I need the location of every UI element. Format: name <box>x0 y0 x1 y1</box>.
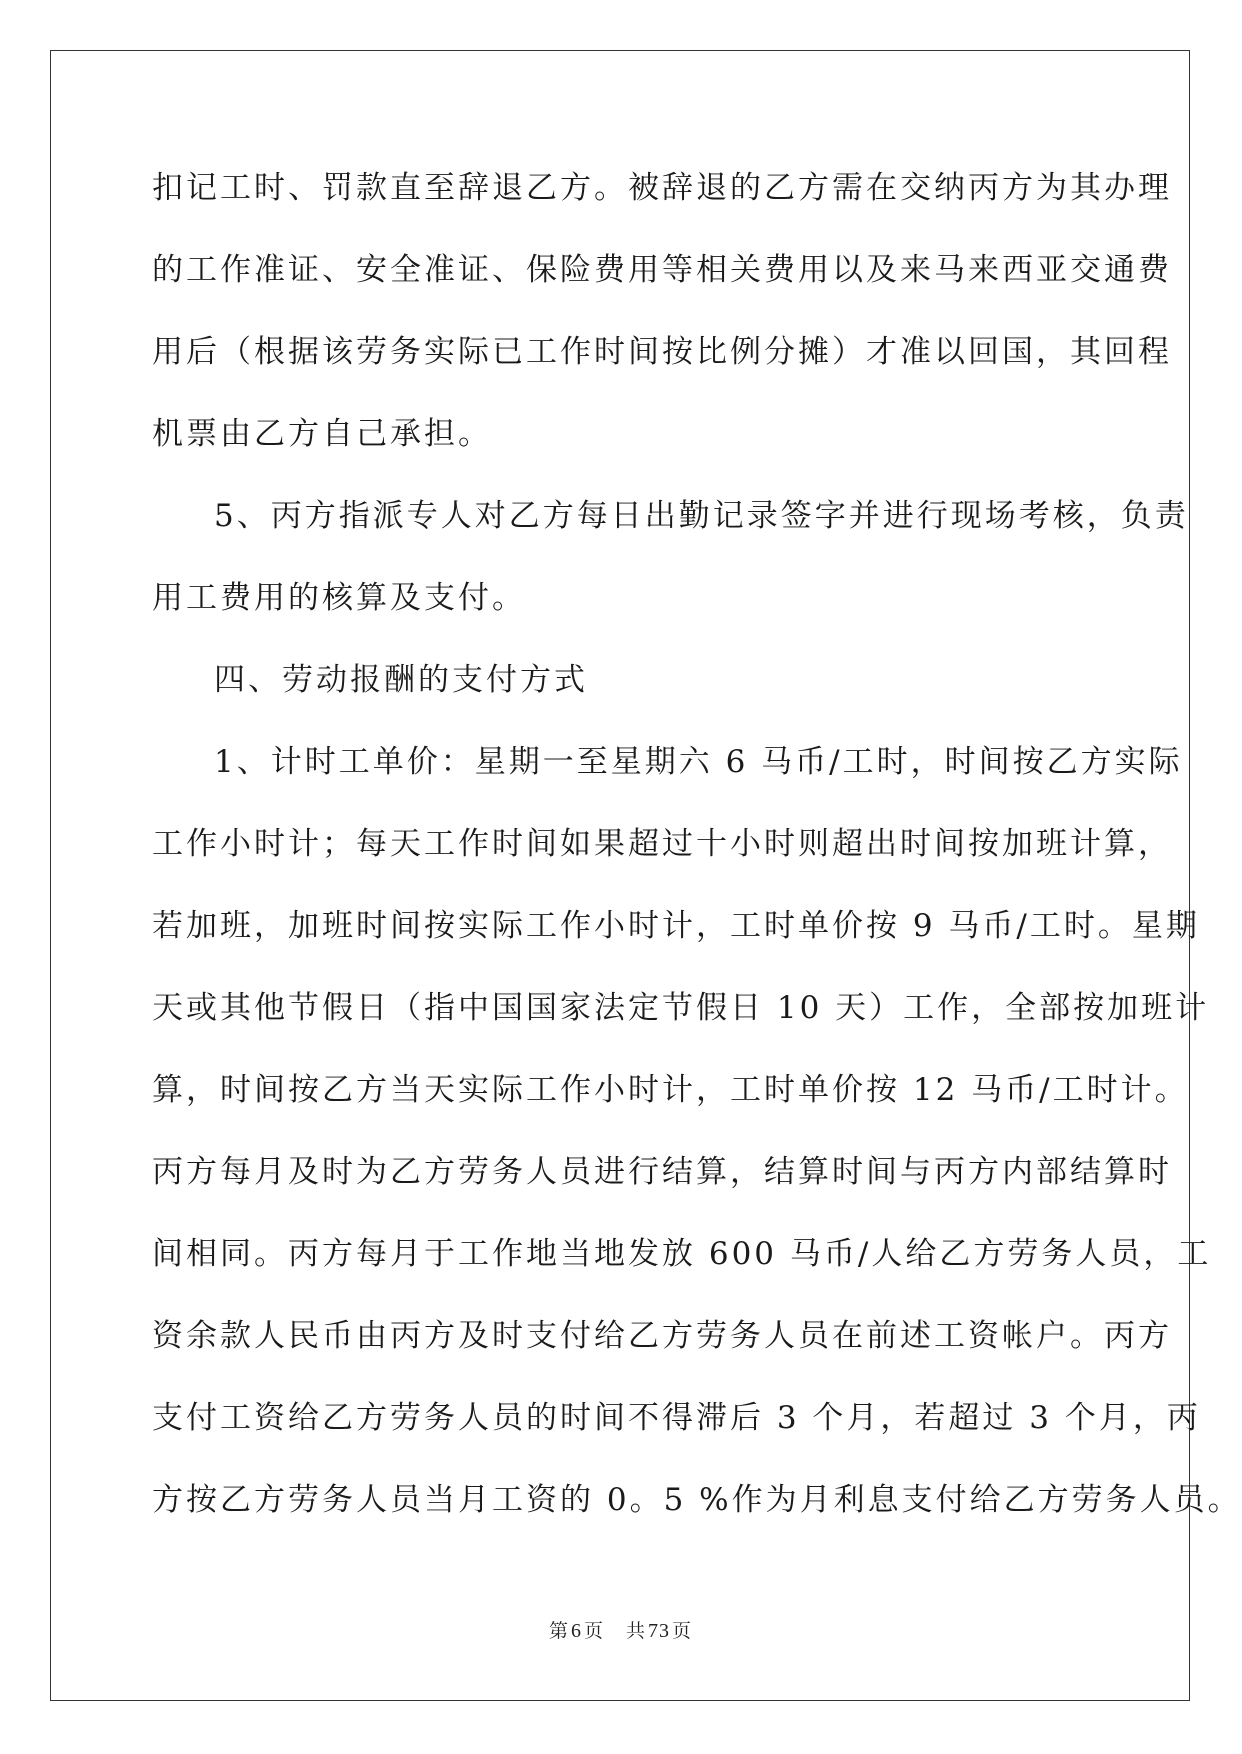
total-suffix: 页 <box>672 1620 693 1642</box>
body-line-11: 天或其他节假日（指中国国家法定节假日 10 天）工作，全部按加班计 <box>152 990 1210 1026</box>
body-line-1: 扣记工时、罚款直至辞退乙方。被辞退的乙方需在交纳丙方为其办理 <box>152 170 1172 206</box>
body-line-10: 若加班，加班时间按实际工作小时计，工时单价按 9 马币/工时。星期 <box>152 908 1200 944</box>
body-line-8: 1、计时工单价：星期一至星期六 6 马币/工时，时间按乙方实际 <box>214 744 1183 780</box>
body-line-5: 5、丙方指派专人对乙方每日出勤记录签字并进行现场考核，负责 <box>214 498 1189 534</box>
document-body <box>152 160 1242 1554</box>
body-line-15: 资余款人民币由丙方及时支付给乙方劳务人员在前述工资帐户。丙方 <box>152 1318 1172 1354</box>
section-heading: 四、劳动报酬的支付方式 <box>214 662 588 698</box>
body-line-17: 方按乙方劳务人员当月工资的 0。5 %作为月利息支付给乙方劳务人员。 <box>152 1482 1242 1518</box>
page-number: 6 <box>570 1620 582 1642</box>
body-line-12: 算，时间按乙方当天实际工作小时计，工时单价按 12 马币/工时计。 <box>152 1072 1189 1108</box>
page-prefix: 第 <box>548 1620 569 1642</box>
body-line-14: 间相同。丙方每月于工作地当地发放 600 马币/人给乙方劳务人员，工 <box>152 1236 1212 1272</box>
body-line-3: 用后（根据该劳务实际已工作时间按比例分摊）才准以回国，其回程 <box>152 334 1172 370</box>
total-prefix: 共 <box>626 1620 647 1642</box>
body-line-2: 的工作准证、安全准证、保险费用等相关费用以及来马来西亚交通费 <box>152 252 1172 288</box>
page-footer <box>0 1616 1241 1643</box>
body-line-16: 支付工资给乙方劳务人员的时间不得滞后 3 个月，若超过 3 个月，丙 <box>152 1400 1201 1436</box>
body-line-6: 用工费用的核算及支付。 <box>152 580 526 616</box>
body-line-13: 丙方每月及时为乙方劳务人员进行结算，结算时间与丙方内部结算时 <box>152 1154 1172 1190</box>
body-line-9: 工作小时计；每天工作时间如果超过十小时则超出时间按加班计算， <box>152 826 1172 862</box>
body-line-4: 机票由乙方自己承担。 <box>152 416 492 452</box>
total-pages: 73 <box>648 1620 671 1642</box>
page-suffix: 页 <box>583 1620 604 1642</box>
